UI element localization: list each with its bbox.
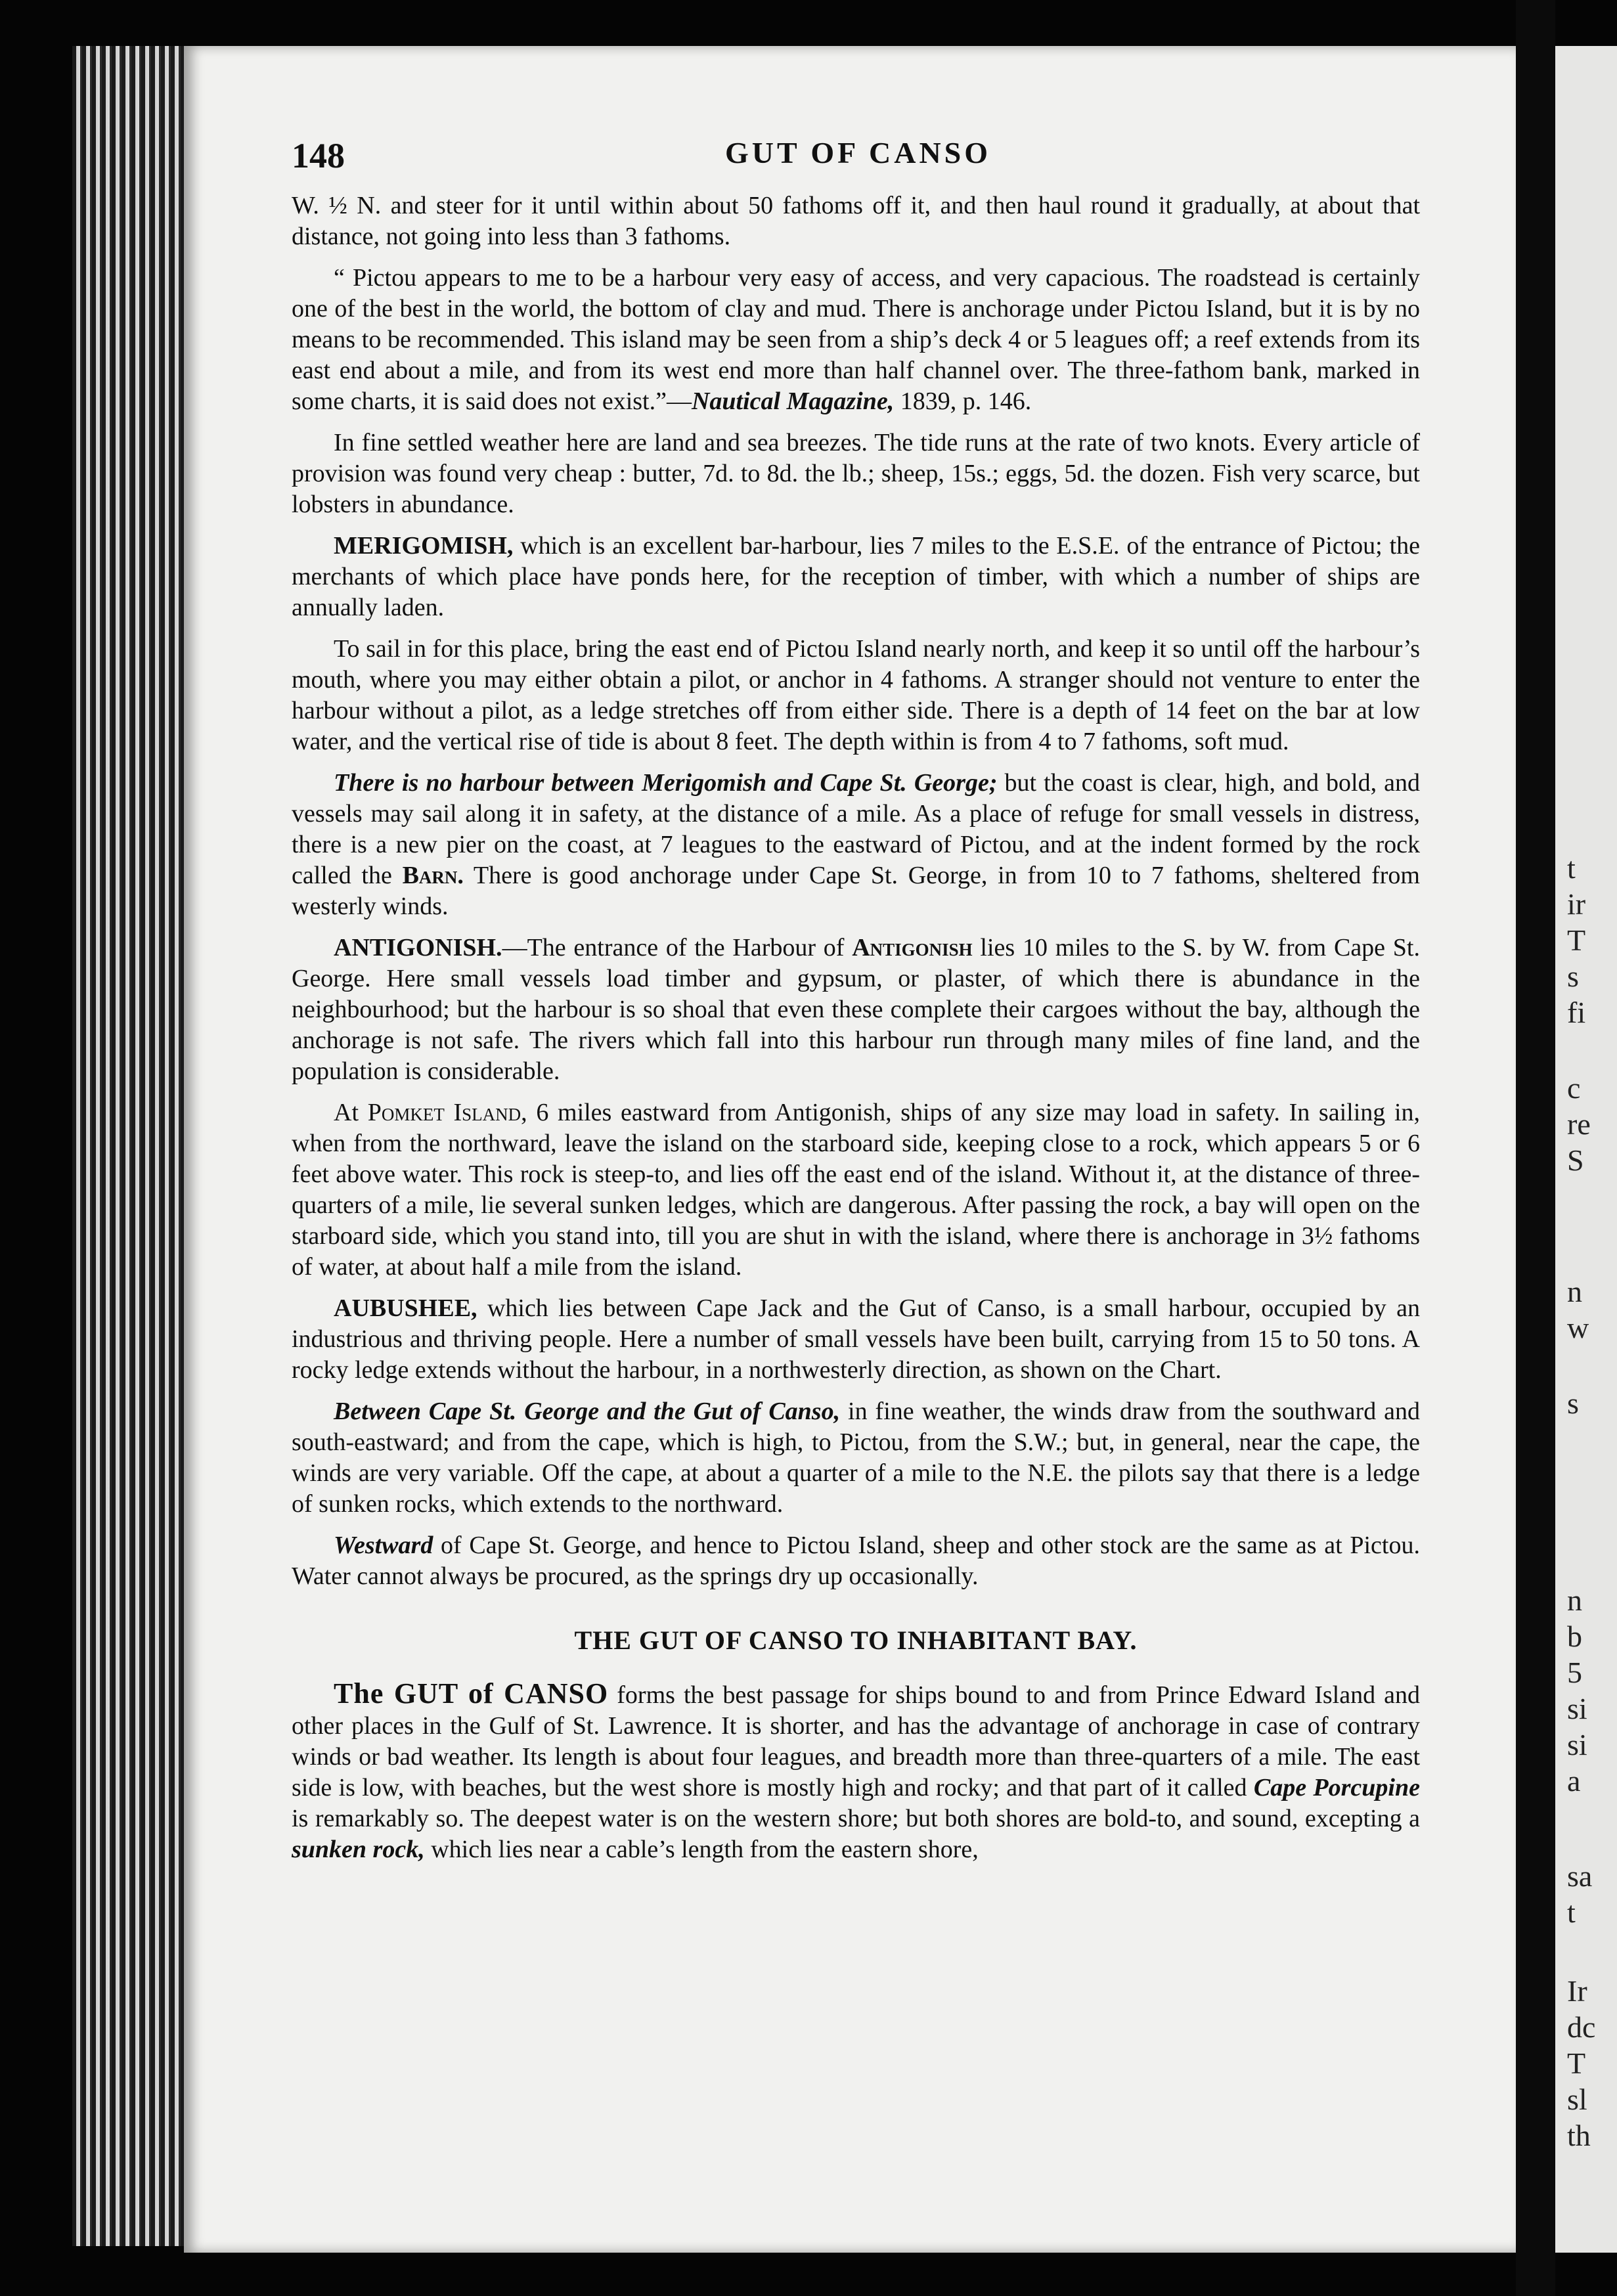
paragraph-coast: There is no harbour between Merigomish and Cape St. George; but the coast is clear, high, and bold, and vessels may sail along it in safety, at the distance of a mile. As a place of refuge for small vessels in distress, there is a new pier on the coast, at 7 leagues to the eastward of Pictou, and at the indent formed by the rock called the Barn. There is good anchorage under Cape St. George, in from 10 to 7 fathoms, sheltered from westerly winds. <box>292 769 1420 920</box>
paragraph-continuation: W. ½ N. and steer for it until within about 50 fathoms off it, and then haul round it gradually, at about that distance, not going into less than 3 fathoms. <box>292 192 1420 250</box>
facing-text-fragment: dc <box>1567 2010 1596 2044</box>
facing-text-fragment: si <box>1567 1728 1587 1761</box>
facing-text-fragment: fi <box>1567 996 1586 1029</box>
facing-text-fragment: T <box>1567 923 1586 957</box>
section-title: THE GUT OF CANSO TO INHABITANT BAY. <box>574 1625 1138 1655</box>
facing-text-fragment: s <box>1567 960 1579 993</box>
book-gutter <box>1516 0 1555 2296</box>
facing-text-fragment: re <box>1567 1107 1591 1141</box>
facing-text-fragment: b <box>1567 1620 1582 1653</box>
facing-text-fragment: s <box>1567 1386 1579 1420</box>
paragraph-gut-of-canso: The GUT of CANSO forms the best passage for ships bound to and from Prince Edward Island and other places in the Gulf of St. Lawrence. It is shorter, and has the advantage of anchorage in case of contrary winds or bad weather. Its length is about four leagues, and breadth more than three-quarters of a mile. The east side is low, with beaches, but the west shore is mostly high and rocky; and that part of it called Cape Porcupine is remarkably so. The deepest water is on the western shore; but both shores are bold-to, and sound, excepting a sunken rock, which lies near a cable’s length from the eastern shore, <box>292 1677 1421 1863</box>
page-body <box>292 190 1420 1876</box>
facing-text-fragment: n <box>1567 1583 1582 1617</box>
facing-text-fragment: c <box>1567 1071 1581 1105</box>
paragraph-merigomish: MERIGOMISH, which is an excellent bar-harbour, lies 7 miles to the E.S.E. of the entrance of Pictou; the merchants of which place have ponds here, for the reception of timber, with which a number of ships are annually laden. <box>292 532 1420 621</box>
facing-text-fragment: t <box>1567 1895 1576 1929</box>
facing-text-fragment: t <box>1567 851 1576 885</box>
page-number: 148 <box>292 136 345 175</box>
paragraph-antigonish: ANTIGONISH.—The entrance of the Harbour of Antigonish lies 10 miles to the S. by W. from Cape St. George. Here small vessels load timber and gypsum, or plaster, of which there is abundance in the neighbourhood; but the harbour is so shoal that even these complete their cargoes without the bay, although the anchorage is not safe. The rivers which fall into this harbour run through many miles of fine land, and the population is considerable. <box>292 934 1420 1085</box>
page-header <box>292 135 1421 181</box>
facing-text-fragment: 5 <box>1567 1656 1582 1689</box>
paragraph-sailing-directions: To sail in for this place, bring the east end of Pictou Island nearly north, and keep it so until off the harbour’s mouth, where you may either obtain a pilot, or anchor in 4 fathoms. A stranger should not venture to enter the harbour without a pilot, as a ledge stretches off from either side. There is a depth of 14 feet on the bar at low water, and the vertical rise of tide is about 8 feet. The depth within is from 4 to 7 fathoms, soft mud. <box>292 635 1420 755</box>
facing-text-fragment: w <box>1567 1311 1589 1344</box>
paragraph-pomket-island: At Pomket Island, 6 miles eastward from Antigonish, ships of any size may load in safety. In sailing in, when from the northward, leave the island on the starboard side, keeping close to a rock, which appears 5 or 6 feet above water. This rock is steep-to, and lies off the east end of the island. Without it, at the distance of three-quarters of a mile, lie several sunken ledges, which are dangerous. After passing the rock, a bay will open on the starboard side, which you stand into, till you are shut in with the island, where there is anchorage in 3½ fathoms of water, at about half a mile from the island. <box>292 1099 1420 1281</box>
place-heading-merigomish: MERIGOMISH, <box>334 532 514 560</box>
facing-text-fragment: T <box>1567 2046 1586 2080</box>
facing-text-fragment: th <box>1567 2119 1591 2152</box>
facing-text-fragment: sa <box>1567 1859 1593 1893</box>
facing-page-fragment <box>1555 46 1617 2253</box>
paragraph-westward: Westward of Cape St. George, and hence to Pictou Island, sheep and other stock are the same as at Pictou. Water cannot always be procured, as the springs dry up occasionally. <box>292 1532 1420 1590</box>
paragraph-winds: Between Cape St. George and the Gut of Canso, in fine weather, the winds draw from the southward and south-eastward; and from the cape, which is high, to Pictou, from the S.W.; but, in general, near the cape, the winds are very variable. Off the cape, at about a quarter of a mile to the N.E. the pilots say that there is a ledge of sunken rocks, which extends to the northward. <box>292 1398 1420 1518</box>
place-heading-aubushee: AUBUSHEE, <box>334 1294 477 1322</box>
facing-text-fragment: si <box>1567 1692 1587 1725</box>
paragraph-pictou-quote: “ Pictou appears to me to be a harbour very easy of access, and very capacious. The roadstead is certainly one of the best in the world, the bottom of clay and mud. There is anchorage under Pictou Island, but it is by no means to be recommended. This island may be seen from a ship’s deck 4 or 5 leagues off; a reef extends from its east end about a mile, and from its west end more than half channel over. The three-fathom bank, marked in some charts, it is said does not exist.”—Nautical Magazine, 1839, p. 146. <box>292 264 1420 415</box>
facing-text-fragment: Ir <box>1567 1974 1587 2008</box>
place-heading-antigonish: ANTIGONISH. <box>334 934 502 961</box>
paragraph-provisions: In fine settled weather here are land and sea breezes. The tide runs at the rate of two knots. Every article of provision was found very cheap : butter, 7d. to 8d. the lb.; sheep, 15s.; eggs, 5d. the dozen. Fish very scarce, but lobsters in abundance. <box>292 429 1420 518</box>
facing-text-fragment: n <box>1567 1275 1582 1308</box>
facing-text-fragment: a <box>1567 1764 1581 1798</box>
facing-text-fragment: ir <box>1567 887 1586 921</box>
facing-text-fragment: S <box>1567 1143 1584 1177</box>
facing-text-fragment: sl <box>1567 2083 1587 2116</box>
paragraph-aubushee: AUBUSHEE, which lies between Cape Jack and the Gut of Canso, is a small harbour, occupied by an industrious and thriving people. Here a number of small vessels have been built, carrying from 15 to 50 tons. A rocky ledge extends without the harbour, in a northwesterly direction, as shown on the Chart. <box>292 1294 1420 1384</box>
running-title: GUT OF CANSO <box>725 136 992 169</box>
book-page-edges <box>72 46 184 2246</box>
section-lead-heading: The GUT of CANSO <box>334 1677 609 1710</box>
